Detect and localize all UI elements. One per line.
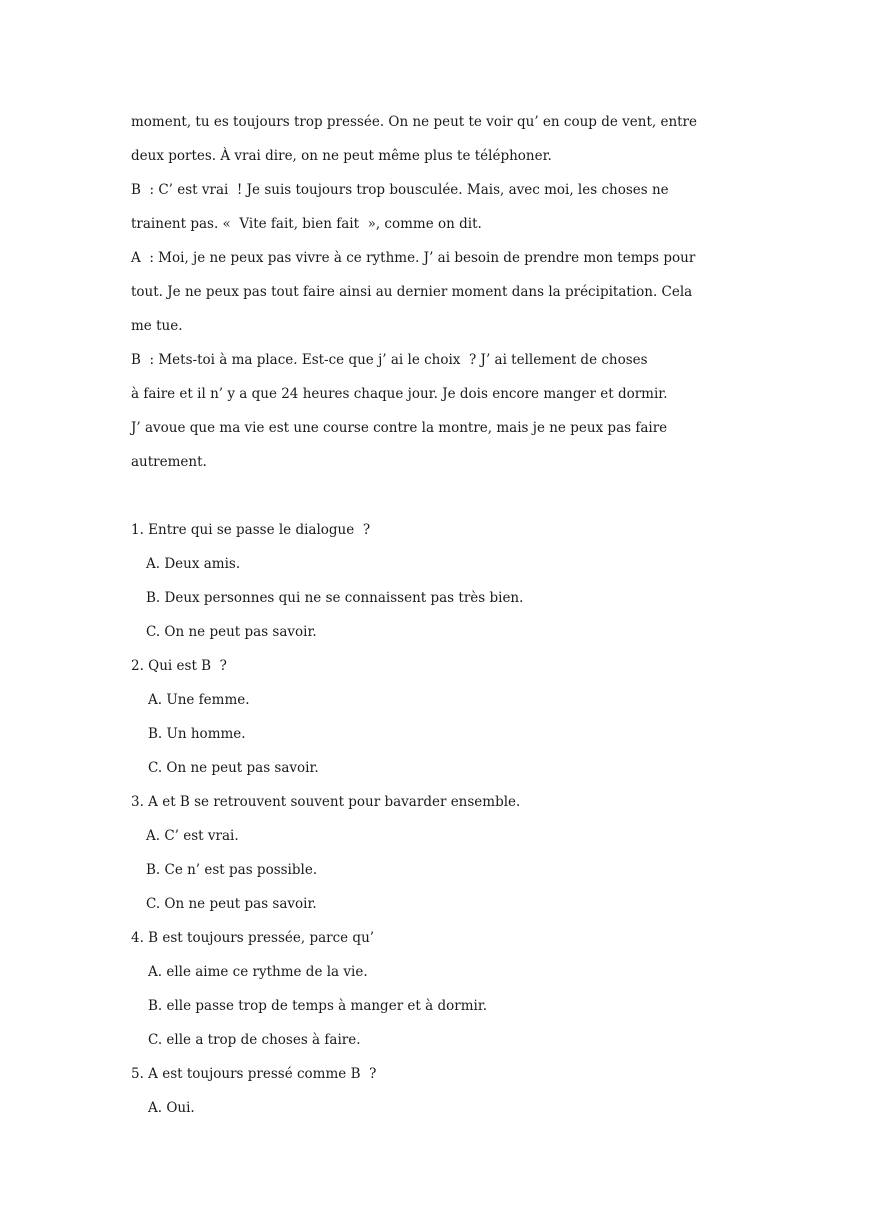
question-2 [131, 649, 751, 785]
section-spacer [131, 479, 751, 513]
question-5 [131, 1057, 751, 1125]
answer-option: C. elle a trop de choses à faire. [148, 1032, 361, 1048]
question-text: 4. B est toujours pressée, parce qu’ [131, 930, 375, 946]
dialogue-line: tout. Je ne peux pas tout faire ainsi au dernier moment dans la précipitation. Cela [131, 284, 693, 300]
question-text: 1. Entre qui se passe le dialogue ? [131, 522, 371, 538]
answer-option: A. C’ est vrai. [146, 828, 239, 844]
question-text: 5. A est toujours pressé comme B ? [131, 1066, 377, 1082]
dialogue-line: à faire et il n’ y a que 24 heures chaque jour. Je dois encore manger et dormir. [131, 386, 668, 402]
question-1 [131, 513, 751, 649]
answer-option: B. Ce n’ est pas possible. [146, 862, 318, 878]
question-text: 3. A et B se retrouvent souvent pour bavarder ensemble. [131, 794, 521, 810]
answer-option: A. Deux amis. [146, 556, 241, 572]
dialogue-line: J’ avoue que ma vie est une course contre la montre, mais je ne peux pas faire [131, 420, 668, 436]
dialogue-line: deux portes. À vrai dire, on ne peut même plus te téléphoner. [131, 148, 552, 164]
dialogue-line: B : Mets-toi à ma place. Est-ce que j’ ai le choix ? J’ ai tellement de choses [131, 352, 648, 368]
answer-option: A. Oui. [148, 1100, 195, 1116]
answer-option: B. Deux personnes qui ne se connaissent pas très bien. [146, 590, 524, 606]
answer-option: B. elle passe trop de temps à manger et à dormir. [148, 998, 488, 1014]
question-list [131, 513, 751, 1125]
dialogue-line: moment, tu es toujours trop pressée. On ne peut te voir qu’ en coup de vent, entre [131, 114, 698, 130]
answer-option: C. On ne peut pas savoir. [146, 624, 317, 640]
answer-option: C. On ne peut pas savoir. [148, 760, 319, 776]
dialogue-line: B : C’ est vrai ! Je suis toujours trop bousculée. Mais, avec moi, les choses ne [131, 182, 669, 198]
answer-option: A. Une femme. [148, 692, 250, 708]
answer-option: C. On ne peut pas savoir. [146, 896, 317, 912]
dialogue-line: autrement. [131, 454, 207, 470]
question-4 [131, 921, 751, 1057]
answer-option: B. Un homme. [148, 726, 246, 742]
document-page [131, 105, 751, 1125]
dialogue-line: A : Moi, je ne peux pas vivre à ce rythme. J’ ai besoin de prendre mon temps pour [131, 250, 696, 266]
question-3 [131, 785, 751, 921]
dialogue-line: trainent pas. « Vite fait, bien fait », comme on dit. [131, 216, 482, 232]
dialogue-line: me tue. [131, 318, 183, 334]
dialogue-text [131, 105, 751, 479]
answer-option: A. elle aime ce rythme de la vie. [148, 964, 368, 980]
question-text: 2. Qui est B ? [131, 658, 227, 674]
